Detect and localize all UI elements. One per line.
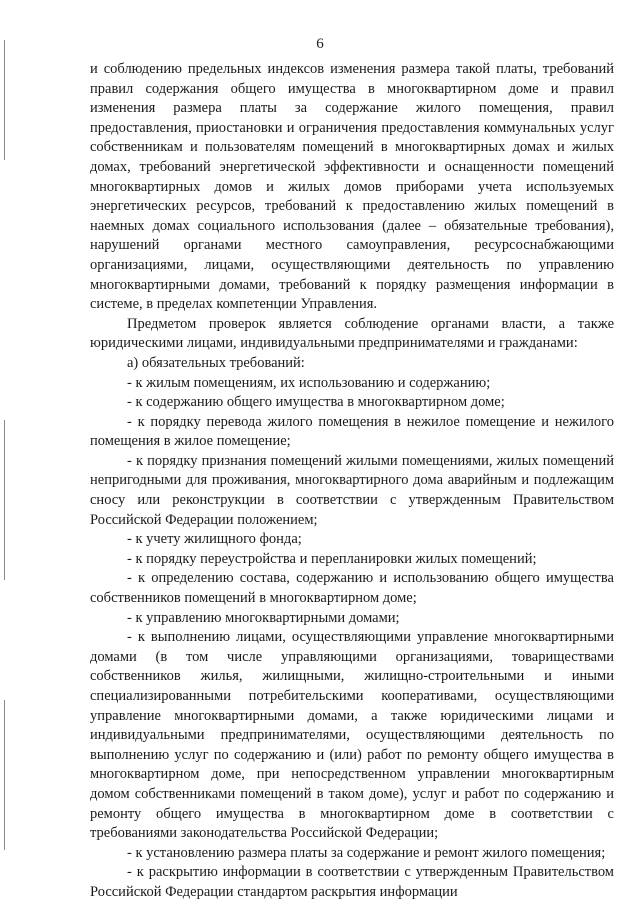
paragraph: - к определению состава, содержанию и использованию общего имущества собственников помещений в многоквартирном доме; [90, 570, 614, 607]
paragraph: - к раскрытию информации в соответствии с утвержденным Правительством Российской Федерации стандартом раскрытия информации [90, 864, 614, 900]
paragraph: и соблюдению предельных индексов изменения размера такой платы, требований правил содержания общего имущества в многоквартирном доме и правил изменения размера платы за содержание жилого помещения, правил предоставления, приостановки и ограничения предоставления коммунальных услуг собственникам и пользователям помещений в многоквартирных домах и жилых домах, требований энергетической эффективности и оснащенности помещений многоквартирных домов и жилых домов приборами учета используемых энергетических ресурсов, требований к предоставлению жилых помещений в наемных домах социального использования (далее – обязательные требования), нарушений органами местного самоуправления, ресурсоснабжающими организациями, лицами, осуществляющими деятельность по управлению многоквартирными домами, требований к порядку размещения информации в системе, в пределах компетенции Управления. [90, 61, 614, 313]
paragraph: - к содержанию общего имущества в многоквартирном доме; [127, 394, 505, 411]
paragraph: Предметом проверок является соблюдение органами власти, а также юридическими лицами, индивидуальными предпринимателями и гражданами: [90, 315, 614, 352]
paragraph: - к порядку перевода жилого помещения в нежилое помещение и нежилого помещения в жилое помещение; [90, 413, 614, 450]
scan-edge-mark [4, 700, 5, 850]
paragraph: - к жилым помещениям, их использованию и содержанию; [127, 374, 491, 391]
paragraph: - к выполнению лицами, осуществляющими управление многоквартирными домами (в том числе управляющими организациями, товариществами собственников жилья, жилищными, жилищно-строительными и иными специализированными потребительскими кооперативами, осуществляющими управление многоквартирными домами, а также юридическими лицами и индивидуальными предпринимателями, осуществляющими деятельность по выполнению услуг по содержанию и (или) работ по ремонту общего имущества в многоквартирном доме, при непосредственном управлении многоквартирным домом собственниками помещений в таком доме), услуг и работ по содержанию и ремонту общего имущества в многоквартирном доме в соответствии с требованиями законодательства Российской Федерации; [90, 629, 614, 842]
scan-edge-mark [4, 40, 5, 160]
page-number: 6 [316, 36, 324, 52]
paragraph: - к установлению размера платы за содержание и ремонт жилого помещения; [127, 844, 606, 861]
document-body [90, 60, 614, 903]
paragraph: - к управлению многоквартирными домами; [127, 609, 400, 626]
paragraph: - к порядку признания помещений жилыми помещениями, жилых помещений непригодными для проживания, многоквартирного дома аварийным и подлежащим сносу или реконструкции в соответствии с утвержденным Правительством Российской Федерации положением; [90, 452, 614, 528]
paragraph: - к учету жилищного фонда; [127, 531, 302, 548]
paragraph: - к порядку переустройства и перепланировки жилых помещений; [127, 550, 537, 567]
scan-edge-mark [4, 420, 5, 580]
paragraph: а) обязательных требований: [127, 354, 305, 371]
